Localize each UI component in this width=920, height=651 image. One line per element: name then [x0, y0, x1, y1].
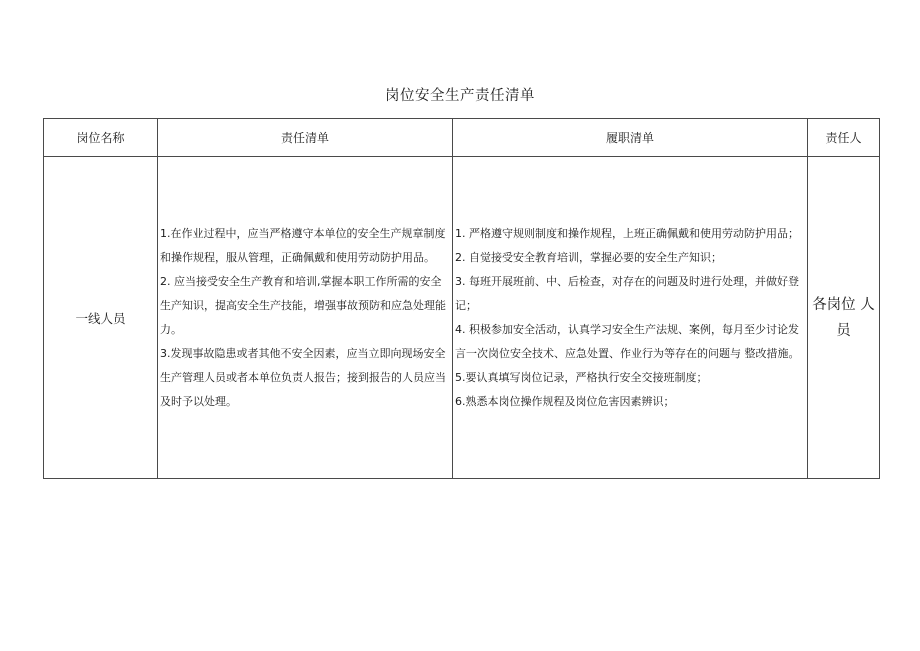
responsibility-item-2: 2. 应当接受安全生产教育和培训,掌握本职工作所需的安全生产知识，提高安全生产技能，增强事故预防和应急处理能力。 — [160, 274, 446, 336]
duty-cell — [453, 157, 808, 479]
header-responsibility-list: 责任清单 — [158, 119, 453, 157]
duty-item-2: 2. 自觉接受安全教育培训，掌握必要的安全生产知识； — [455, 250, 722, 264]
header-duty-list: 履职清单 — [453, 119, 808, 157]
duty-item-6: 6.熟悉本岗位操作规程及岗位危害因素辨识； — [455, 394, 675, 408]
responsibility-cell — [158, 157, 453, 479]
table-header-row — [44, 119, 880, 157]
document-title: 岗位安全生产责任清单 — [385, 88, 535, 104]
duty-item-5: 5.要认真填写岗位记录，严格执行安全交接班制度； — [455, 370, 708, 384]
responsibility-table — [43, 118, 880, 479]
responsible-person-cell: 各岗位 人员 — [808, 157, 880, 479]
header-responsible-person: 责任人 — [808, 119, 880, 157]
duty-item-3: 3. 每班开展班前、中、后检查，对存在的问题及时进行处理，并做好登记； — [455, 274, 799, 312]
responsibility-item-3: 3.发现事故隐患或者其他不安全因素，应当立即向现场安全生产管理人员或者本单位负责人报告；接到报告的人员应当及时予以处理。 — [160, 346, 446, 408]
responsibility-item-1: 1.在作业过程中，应当严格遵守本单位的安全生产规章制度和操作规程，服从管理，正确佩戴和使用劳动防护用品。 — [160, 226, 446, 264]
duty-item-1: 1. 严格遵守规则制度和操作规程，上班正确佩戴和使用劳动防护用品； — [455, 226, 799, 240]
table-row — [44, 157, 880, 479]
position-cell: 一线人员 — [44, 157, 158, 479]
duty-item-4: 4. 积极参加安全活动，认真学习安全生产法规、案例，每月至少讨论发言一次岗位安全技术、应急处置、作业行为等存在的问题与 整改措施。 — [455, 322, 800, 360]
header-position-name: 岗位名称 — [44, 119, 158, 157]
